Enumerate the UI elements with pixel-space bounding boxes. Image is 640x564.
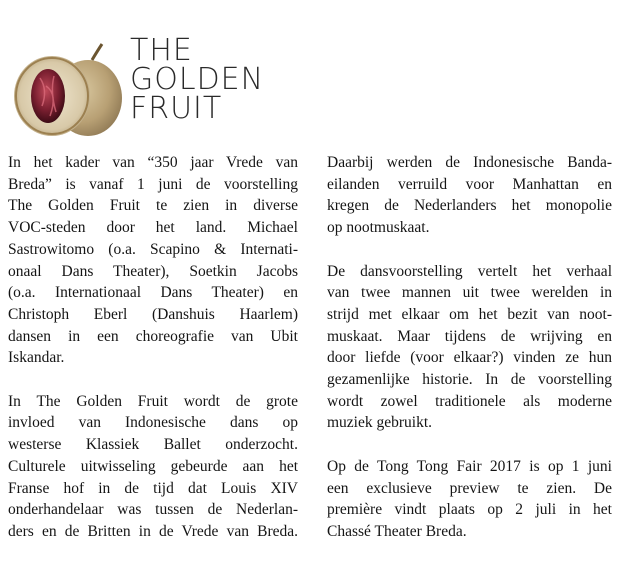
text-line: op nootmuskaat. [327,219,430,237]
text-line: Breda” is vanaf 1 juni de voorstelling [8,175,298,193]
text-line: Franse hof in de tijd dat Louis XIV [8,479,298,497]
title-line: FRUIT [130,91,223,126]
article-title [130,33,265,126]
text-line: gezamenlijke historie. In de voorstelling [327,371,612,389]
text-line: invloed van Indonesische dans op [8,414,298,432]
text-line: door liefde (voor elkaar?) vinden ze hun [327,349,612,367]
text-line: een exclusieve preview te zien. De [327,479,612,497]
header [0,0,640,140]
text-line: ders en de Britten in de Vrede van Breda. [8,522,298,540]
title-line: GOLDEN [130,62,265,97]
title-line: THE [130,33,193,68]
text-line: wordt zowel traditionele als moderne [327,392,612,410]
text-line: Culturele uitwisseling gebeurde aan het [8,457,298,475]
text-line: dansen in een choreografie van Ubit [8,327,298,345]
right-column [327,152,612,564]
text-line: première vindt plaats op 2 juli in het [327,501,612,519]
text-line: VOC-steden door het land. Michael [8,219,298,237]
text-line: eilanden verruild voor Manhattan en [327,175,612,193]
text-line: onaal Dans Theater), Soetkin Jacobs [8,262,298,280]
text-line: Sastrowitomo (o.a. Scapino & Internati- [8,240,298,258]
text-line: Iskandar. [8,349,65,367]
paragraph [327,261,612,435]
text-line: westerse Klassiek Ballet onderzocht. [8,436,298,454]
text-line: Op de Tong Tong Fair 2017 is op 1 juni [327,457,612,475]
text-line: (o.a. Internationaal Dans Theater) en [8,284,298,302]
text-line: In het kader van “350 jaar Vrede van [8,154,298,171]
paragraph [327,152,612,239]
paragraph [8,152,298,369]
text-line: Chassé Theater Breda. [327,522,467,540]
text-line: muziek gebruikt. [327,414,433,432]
paragraph [8,391,298,543]
text-line: van twee mannen uit twee werelden in [327,284,612,302]
text-line: kregen de Nederlanders het monopolie [327,197,612,215]
text-line: strijd met elkaar om het bezit van noot- [327,305,612,323]
left-column [8,152,298,564]
text-line: Daarbij werden de Indonesische Banda- [327,154,612,171]
text-line: onderhandelaar was tussen de Nederlan- [8,501,298,519]
text-line: De dansvoorstelling vertelt het verhaal [327,262,612,280]
nutmeg-fruit-image [8,30,128,140]
text-line: In The Golden Fruit wordt de grote [8,392,298,410]
text-line: Christoph Eberl (Danshuis Haarlem) [8,305,298,323]
text-line: muskaat. Maar tijdens de wrijving en [327,327,612,345]
text-line: The Golden Fruit te zien in diverse [8,197,298,215]
paragraph [327,456,612,543]
